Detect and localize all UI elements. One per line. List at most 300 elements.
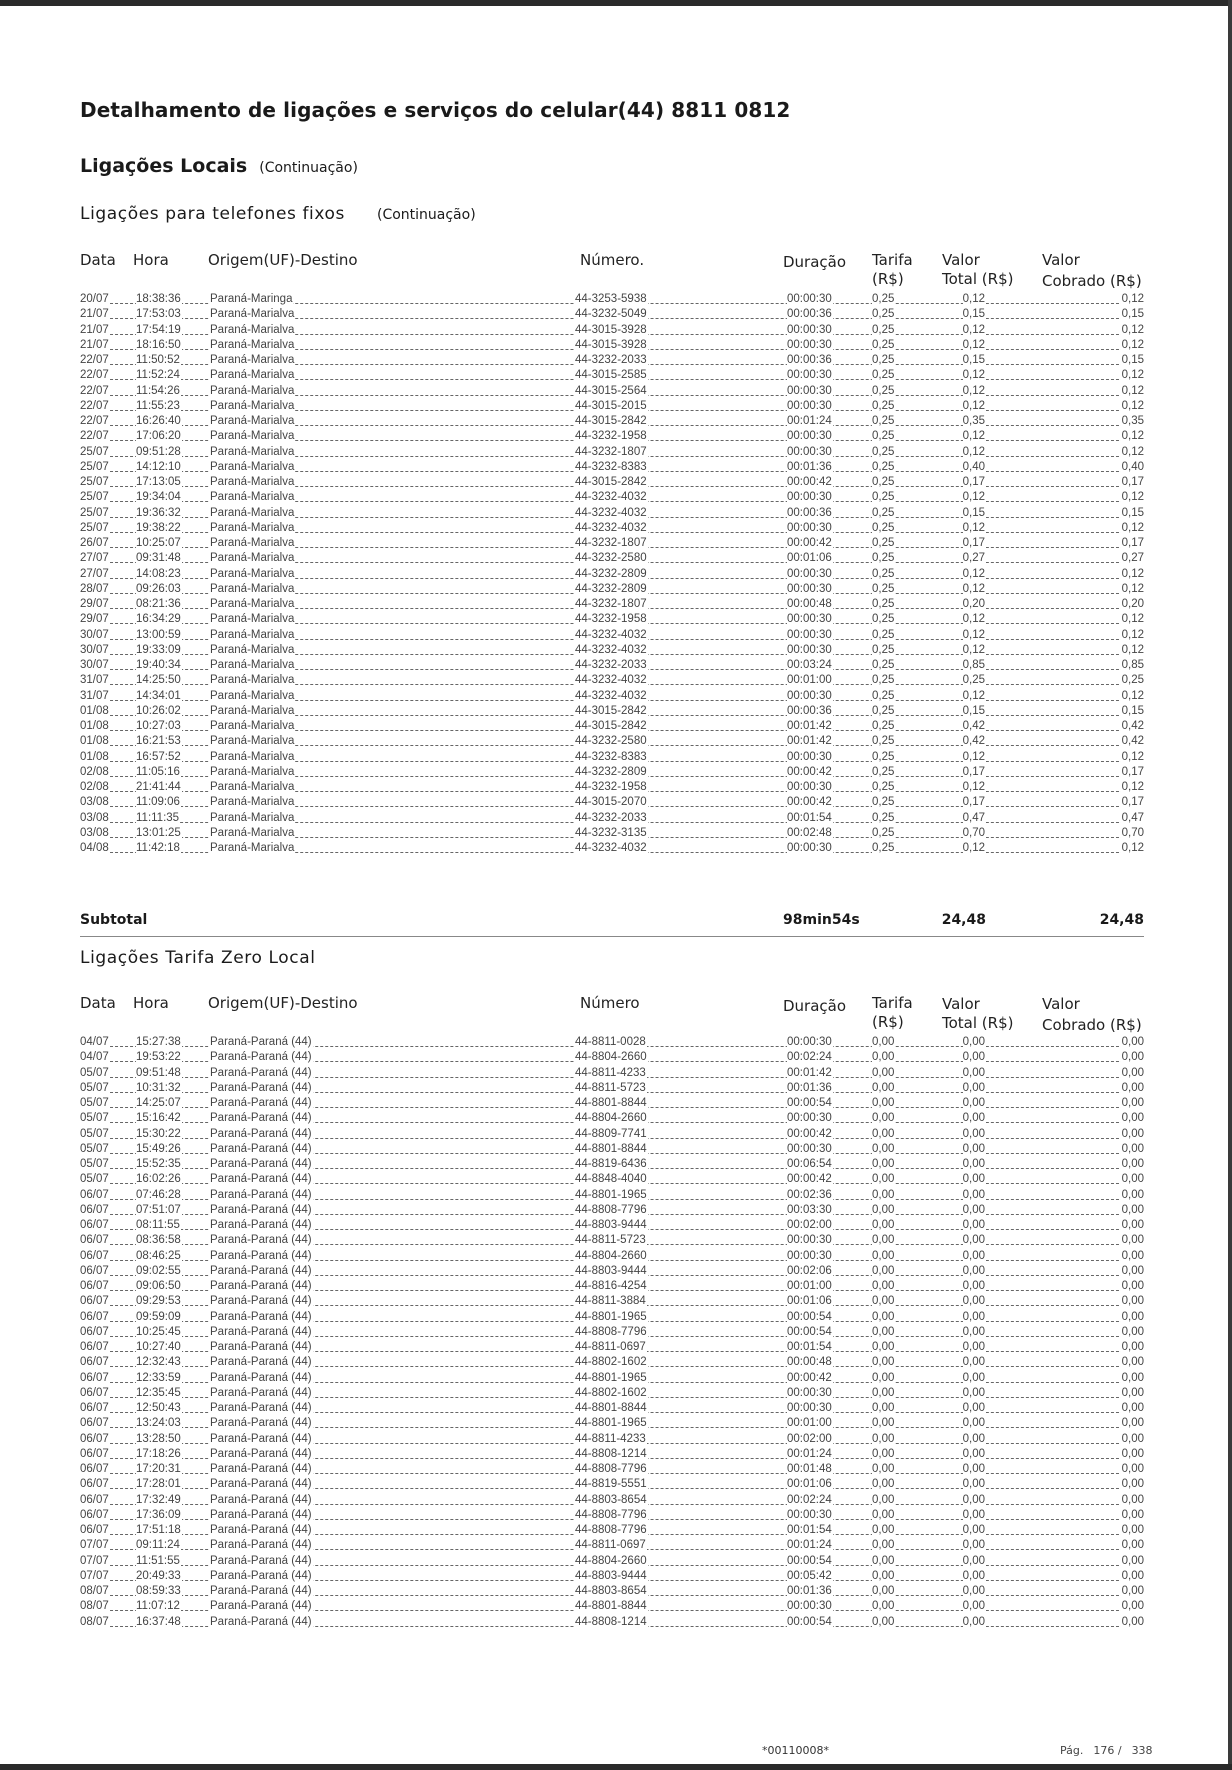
cell-duracao: 00:00:30 — [787, 445, 832, 458]
cell-valor-cobrado: 0,42 — [1121, 735, 1144, 748]
cell-origem: Paraná-Marialva — [210, 720, 295, 732]
cell-valor-total: 0,15 — [962, 354, 985, 366]
cell-origem: Paraná-Paraná (44) — [210, 1585, 312, 1597]
cell-valor-cobrado: 0,00 — [1121, 1249, 1144, 1262]
table-row — [80, 612, 1144, 627]
cell-origem: Paraná-Marialva — [210, 460, 295, 473]
cell-data: 06/07 — [80, 1280, 109, 1292]
cell-duracao: 00:00:30 — [787, 1600, 832, 1613]
cell-data: 06/07 — [80, 1493, 109, 1506]
cell-data: 07/07 — [80, 1539, 109, 1552]
cell-tarifa: 0,25 — [872, 369, 895, 382]
cell-data: 07/07 — [80, 1554, 109, 1567]
cell-tarifa: 0,25 — [872, 826, 895, 839]
cell-origem: Paraná-Marialva — [210, 567, 295, 580]
cell-valor-cobrado: 0,70 — [1121, 826, 1144, 839]
cell-duracao: 00:00:30 — [787, 323, 832, 336]
cell-data: 25/07 — [80, 506, 109, 519]
cell-numero: 44-3232-1807 — [575, 445, 647, 458]
cell-valor-total: 0,00 — [962, 1112, 985, 1125]
cell-valor-cobrado: 0,00 — [1121, 1402, 1144, 1414]
cell-hora: 09:59:09 — [136, 1310, 181, 1323]
cell-valor-cobrado: 0,00 — [1121, 1478, 1144, 1491]
cell-tarifa: 0,25 — [872, 521, 895, 534]
cell-tarifa: 0,25 — [872, 598, 895, 610]
cell-duracao: 00:00:42 — [787, 1371, 832, 1384]
cell-valor-cobrado: 0,47 — [1121, 811, 1144, 824]
cell-origem: Paraná-Marialva — [210, 826, 295, 839]
cell-data: 22/07 — [80, 415, 109, 427]
cell-hora: 10:27:03 — [136, 720, 181, 732]
cell-hora: 16:57:52 — [136, 750, 181, 763]
cell-data: 30/07 — [80, 628, 109, 641]
cell-data: 21/07 — [80, 308, 109, 321]
cell-numero: 44-8811-0697 — [575, 1341, 646, 1353]
col-hora: Hora — [133, 251, 169, 269]
col-valor-cobrado-unit: Cobrado (R$) — [1042, 272, 1142, 290]
cell-valor-cobrado: 0,00 — [1121, 1158, 1144, 1170]
cell-numero: 44-8848-4040 — [575, 1173, 647, 1186]
col-data: Data — [80, 251, 116, 269]
cell-data: 05/07 — [80, 1097, 109, 1109]
cell-tarifa: 0,25 — [872, 293, 895, 305]
table-row — [80, 1294, 1144, 1309]
cell-numero: 44-3232-1807 — [575, 537, 647, 549]
cell-hora: 18:38:36 — [136, 293, 181, 305]
cell-data: 04/07 — [80, 1051, 109, 1064]
cell-data: 06/07 — [80, 1386, 109, 1399]
cell-tarifa: 0,25 — [872, 582, 895, 595]
cell-duracao: 00:00:54 — [787, 1325, 832, 1338]
cell-duracao: 00:00:30 — [787, 384, 832, 397]
table-row — [80, 1127, 1144, 1142]
cell-valor-cobrado: 0,00 — [1121, 1554, 1144, 1567]
cell-valor-cobrado: 0,42 — [1121, 720, 1144, 732]
table-row — [80, 1325, 1144, 1340]
cell-origem: Paraná-Paraná (44) — [210, 1097, 312, 1109]
cell-valor-cobrado: 0,00 — [1121, 1386, 1144, 1399]
cell-duracao: 00:00:30 — [787, 1249, 832, 1262]
col-tarifa: Tarifa — [872, 251, 913, 269]
cell-numero: 44-3015-3928 — [575, 323, 647, 336]
cell-tarifa: 0,25 — [872, 704, 895, 717]
cell-valor-total: 0,00 — [962, 1554, 985, 1567]
cell-hora: 11:09:06 — [136, 796, 180, 809]
cell-duracao: 00:01:06 — [787, 1295, 832, 1308]
cell-tarifa: 0,00 — [872, 1310, 895, 1323]
cell-duracao: 00:02:24 — [787, 1051, 832, 1064]
cell-hora: 16:02:26 — [136, 1173, 181, 1186]
cell-valor-total: 0,12 — [962, 781, 985, 793]
cell-numero: 44-3015-2070 — [575, 796, 647, 809]
cell-valor-cobrado: 0,00 — [1121, 1539, 1144, 1552]
cell-origem: Paraná-Paraná (44) — [210, 1600, 312, 1613]
cell-data: 03/08 — [80, 826, 109, 839]
cell-data: 27/07 — [80, 567, 109, 580]
cell-tarifa: 0,25 — [872, 415, 895, 427]
cell-hora: 19:36:32 — [136, 506, 181, 519]
cell-numero: 44-8809-7741 — [575, 1127, 647, 1140]
cell-hora: 15:27:38 — [136, 1036, 181, 1048]
cell-valor-cobrado: 0,20 — [1121, 598, 1144, 610]
cell-origem: Paraná-Marialva — [210, 384, 295, 397]
cell-valor-cobrado: 0,00 — [1121, 1203, 1144, 1216]
cell-numero: 44-3232-2580 — [575, 735, 647, 748]
cell-origem: Paraná-Marialva — [210, 704, 295, 717]
cell-valor-cobrado: 0,00 — [1121, 1219, 1144, 1231]
cell-valor-total: 0,00 — [962, 1371, 985, 1384]
cell-origem: Paraná-Paraná (44) — [210, 1081, 312, 1094]
cell-valor-total: 0,17 — [962, 765, 985, 778]
table-row — [80, 1218, 1144, 1233]
cell-numero: 44-8811-3884 — [575, 1295, 646, 1308]
cell-origem: Paraná-Paraná (44) — [210, 1341, 312, 1353]
cell-valor-cobrado: 0,00 — [1121, 1341, 1144, 1353]
cell-origem: Paraná-Marialva — [210, 811, 295, 824]
cell-duracao: 00:01:00 — [787, 1280, 832, 1292]
cell-data: 05/07 — [80, 1066, 109, 1079]
cell-numero: 44-3232-8383 — [575, 460, 647, 473]
cell-origem: Paraná-Marialva — [210, 430, 295, 443]
cell-valor-total: 0,12 — [962, 521, 985, 534]
cell-numero: 44-3232-4032 — [575, 491, 647, 504]
cell-tarifa: 0,25 — [872, 430, 895, 443]
cell-numero: 44-8804-2660 — [575, 1051, 647, 1064]
cell-numero: 44-8803-9444 — [575, 1569, 647, 1582]
cell-data: 04/08 — [80, 842, 109, 854]
cell-valor-total: 0,00 — [962, 1097, 985, 1109]
table-row — [80, 1096, 1144, 1111]
section-heading-label: Ligações Locais — [80, 155, 248, 177]
cell-valor-total: 0,42 — [962, 720, 985, 732]
cell-data: 29/07 — [80, 613, 109, 626]
cell-hora: 18:16:50 — [136, 338, 181, 351]
cell-duracao: 00:01:42 — [787, 735, 832, 748]
cell-numero: 44-3232-8383 — [575, 750, 647, 763]
cell-valor-cobrado: 0,00 — [1121, 1356, 1144, 1369]
page-current: 176 / — [1093, 1744, 1122, 1757]
cell-valor-cobrado: 0,00 — [1121, 1325, 1144, 1338]
cell-hora: 17:53:03 — [136, 308, 181, 321]
cell-valor-total: 0,00 — [962, 1280, 985, 1292]
cell-duracao: 00:00:30 — [787, 643, 832, 656]
cell-hora: 19:33:09 — [136, 643, 181, 656]
cell-numero: 44-3232-4032 — [575, 689, 647, 702]
cell-valor-cobrado: 0,12 — [1121, 567, 1144, 580]
cell-data: 06/07 — [80, 1310, 109, 1323]
cell-origem: Paraná-Paraná (44) — [210, 1173, 312, 1186]
cell-tarifa: 0,00 — [872, 1051, 895, 1064]
table-row — [80, 1081, 1144, 1096]
cell-duracao: 00:00:30 — [787, 1112, 832, 1125]
cell-duracao: 00:02:06 — [787, 1264, 832, 1277]
cell-hora: 11:05:16 — [136, 765, 180, 778]
cell-numero: 44-3232-2580 — [575, 552, 647, 565]
cell-tarifa: 0,25 — [872, 460, 895, 473]
cell-data: 01/08 — [80, 750, 109, 763]
cell-data: 05/07 — [80, 1127, 109, 1140]
cell-valor-cobrado: 0,12 — [1121, 628, 1144, 641]
table-row — [80, 1477, 1144, 1492]
table-row — [80, 1279, 1144, 1294]
scan-bottom-edge — [0, 1764, 1232, 1770]
cell-valor-cobrado: 0,00 — [1121, 1081, 1144, 1094]
cell-hora: 14:25:50 — [136, 674, 181, 687]
cell-duracao: 00:01:00 — [787, 1417, 832, 1430]
cell-valor-cobrado: 0,40 — [1121, 460, 1144, 473]
cell-hora: 11:54:26 — [136, 384, 180, 397]
cell-hora: 09:26:03 — [136, 582, 181, 595]
cell-valor-total: 0,12 — [962, 293, 985, 305]
cell-tarifa: 0,00 — [872, 1356, 895, 1369]
cell-origem: Paraná-Paraná (44) — [210, 1249, 312, 1262]
cell-valor-total: 0,40 — [962, 460, 985, 473]
cell-tarifa: 0,25 — [872, 735, 895, 748]
cell-valor-total: 0,12 — [962, 628, 985, 641]
cell-valor-total: 0,00 — [962, 1402, 985, 1414]
cell-duracao: 00:00:54 — [787, 1615, 832, 1628]
cell-data: 25/07 — [80, 491, 109, 504]
cell-hora: 11:52:24 — [136, 369, 180, 382]
cell-valor-cobrado: 0,17 — [1121, 765, 1144, 778]
cell-numero: 44-8801-1965 — [575, 1371, 647, 1384]
cell-valor-cobrado: 0,00 — [1121, 1051, 1144, 1064]
cell-valor-cobrado: 0,00 — [1121, 1371, 1144, 1384]
table-row — [80, 1233, 1144, 1248]
cell-origem: Paraná-Paraná (44) — [210, 1295, 312, 1308]
cell-tarifa: 0,25 — [872, 338, 895, 351]
col-tarifa-unit: (R$) — [872, 1013, 904, 1031]
cell-valor-cobrado: 0,00 — [1121, 1615, 1144, 1628]
cell-valor-total: 0,00 — [962, 1463, 985, 1475]
cell-tarifa: 0,25 — [872, 399, 895, 412]
cell-numero: 44-3015-2585 — [575, 369, 647, 382]
cell-origem: Paraná-Paraná (44) — [210, 1142, 312, 1155]
table-row — [80, 307, 1144, 322]
cell-tarifa: 0,00 — [872, 1325, 895, 1338]
cell-valor-cobrado: 0,00 — [1121, 1234, 1144, 1247]
cell-origem: Paraná-Marialva — [210, 521, 295, 534]
table-row — [80, 1203, 1144, 1218]
subtotal-row — [80, 912, 1144, 930]
subtotal-valor-cobrado: 24,48 — [1099, 912, 1144, 928]
cell-duracao: 00:00:54 — [787, 1310, 832, 1323]
cell-origem: Paraná-Paraná (44) — [210, 1356, 312, 1369]
cell-numero: 44-3232-1958 — [575, 613, 647, 626]
table-row — [80, 811, 1144, 826]
cell-tarifa: 0,25 — [872, 720, 895, 732]
table-row — [80, 368, 1144, 383]
col-valor-cobrado: Valor — [1042, 251, 1080, 269]
cell-origem: Paraná-Marialva — [210, 750, 295, 763]
table-row — [80, 323, 1144, 338]
table-row — [80, 1340, 1144, 1355]
table-row — [80, 1416, 1144, 1431]
cell-data: 01/08 — [80, 735, 109, 748]
cell-valor-cobrado: 0,00 — [1121, 1310, 1144, 1323]
table-row — [80, 521, 1144, 536]
table-row — [80, 460, 1144, 475]
cell-valor-cobrado: 0,12 — [1121, 613, 1144, 626]
cell-hora: 14:25:07 — [136, 1097, 181, 1109]
cell-tarifa: 0,00 — [872, 1417, 895, 1430]
cell-origem: Paraná-Marialva — [210, 552, 295, 565]
cell-origem: Paraná-Marialva — [210, 323, 295, 336]
cell-data: 02/08 — [80, 765, 109, 778]
table-row — [80, 628, 1144, 643]
cell-numero: 44-3232-3135 — [575, 826, 647, 839]
scan-top-edge — [0, 0, 1232, 6]
cell-valor-total: 0,85 — [962, 659, 985, 671]
table-row — [80, 567, 1144, 582]
cell-hora: 08:11:55 — [136, 1219, 180, 1231]
cell-origem: Paraná-Paraná (44) — [210, 1280, 312, 1292]
cell-numero: 44-8808-7796 — [575, 1524, 647, 1536]
cell-numero: 44-8811-0028 — [575, 1036, 646, 1048]
table-row — [80, 1066, 1144, 1081]
cell-duracao: 00:00:36 — [787, 354, 832, 366]
table-row — [80, 1142, 1144, 1157]
cell-duracao: 00:01:06 — [787, 552, 832, 565]
cell-valor-cobrado: 0,00 — [1121, 1600, 1144, 1613]
cell-numero: 44-3232-2033 — [575, 659, 647, 671]
cell-hora: 11:42:18 — [136, 842, 180, 854]
cell-valor-total: 0,70 — [962, 826, 985, 839]
table-row — [80, 1249, 1144, 1264]
table-row — [80, 1508, 1144, 1523]
cell-duracao: 00:00:30 — [787, 369, 832, 382]
cell-origem: Paraná-Paraná (44) — [210, 1386, 312, 1399]
cell-data: 30/07 — [80, 659, 109, 671]
cell-duracao: 00:00:30 — [787, 430, 832, 443]
cell-origem: Paraná-Paraná (44) — [210, 1371, 312, 1384]
cell-numero: 44-8801-1965 — [575, 1417, 647, 1430]
cell-hora: 09:11:24 — [136, 1539, 180, 1552]
cell-tarifa: 0,25 — [872, 308, 895, 321]
cell-duracao: 00:00:30 — [787, 521, 832, 534]
subsection-heading-label: Ligações para telefones fixos — [80, 204, 345, 224]
col-hora: Hora — [133, 994, 169, 1012]
col-numero: Número — [580, 994, 640, 1012]
cell-hora: 08:21:36 — [136, 598, 181, 610]
cell-numero: 44-8803-9444 — [575, 1219, 647, 1231]
cell-valor-cobrado: 0,00 — [1121, 1463, 1144, 1475]
cell-data: 06/07 — [80, 1264, 109, 1277]
cell-tarifa: 0,00 — [872, 1600, 895, 1613]
table-row — [80, 719, 1144, 734]
cell-numero: 44-3015-2842 — [575, 415, 647, 427]
cell-valor-cobrado: 0,12 — [1121, 369, 1144, 382]
cell-origem: Paraná-Marialva — [210, 491, 295, 504]
cell-data: 01/08 — [80, 720, 109, 732]
cell-data: 22/07 — [80, 430, 109, 443]
cell-data: 21/07 — [80, 338, 109, 351]
cell-hora: 11:07:12 — [136, 1600, 180, 1613]
cell-duracao: 00:01:54 — [787, 1524, 832, 1536]
cell-valor-total: 0,00 — [962, 1508, 985, 1521]
cell-data: 03/08 — [80, 811, 109, 824]
cell-origem: Paraná-Paraná (44) — [210, 1508, 312, 1521]
cell-tarifa: 0,25 — [872, 552, 895, 565]
cell-hora: 19:53:22 — [136, 1051, 181, 1064]
table-row — [80, 1050, 1144, 1065]
cell-tarifa: 0,25 — [872, 537, 895, 549]
cell-valor-cobrado: 0,00 — [1121, 1493, 1144, 1506]
cell-valor-cobrado: 0,00 — [1121, 1264, 1144, 1277]
cell-valor-total: 0,00 — [962, 1188, 985, 1201]
cell-hora: 10:27:40 — [136, 1341, 181, 1353]
cell-duracao: 00:00:30 — [787, 781, 832, 793]
cell-origem: Paraná-Paraná (44) — [210, 1463, 312, 1475]
cell-data: 05/07 — [80, 1081, 109, 1094]
cell-tarifa: 0,25 — [872, 628, 895, 641]
cell-data: 08/07 — [80, 1585, 109, 1597]
cell-duracao: 00:02:36 — [787, 1188, 832, 1201]
cell-numero: 44-8808-7796 — [575, 1325, 647, 1338]
cell-hora: 13:01:25 — [136, 826, 181, 839]
col-valor-total-unit: Total (R$) — [942, 270, 1014, 288]
cell-data: 22/07 — [80, 399, 109, 412]
cell-tarifa: 0,25 — [872, 781, 895, 793]
cell-data: 22/07 — [80, 384, 109, 397]
cell-numero: 44-8808-7796 — [575, 1463, 647, 1475]
cell-valor-cobrado: 0,12 — [1121, 582, 1144, 595]
cell-origem: Paraná-Marialva — [210, 613, 295, 626]
cell-valor-total: 0,27 — [962, 552, 985, 565]
cell-hora: 15:52:35 — [136, 1158, 181, 1170]
table-row — [80, 445, 1144, 460]
table-row — [80, 1035, 1144, 1050]
cell-tarifa: 0,00 — [872, 1341, 895, 1353]
cell-valor-total: 0,00 — [962, 1081, 985, 1094]
cell-valor-total: 0,00 — [962, 1539, 985, 1552]
cell-data: 06/07 — [80, 1463, 109, 1475]
cell-valor-cobrado: 0,35 — [1121, 415, 1144, 427]
cell-valor-cobrado: 0,00 — [1121, 1295, 1144, 1308]
cell-data: 06/07 — [80, 1188, 109, 1201]
cell-duracao: 00:02:48 — [787, 826, 832, 839]
cell-hora: 21:41:44 — [136, 781, 181, 793]
cell-hora: 13:24:03 — [136, 1417, 181, 1430]
cell-origem: Paraná-Paraná (44) — [210, 1234, 312, 1247]
cell-numero: 44-8802-1602 — [575, 1356, 647, 1369]
cell-origem: Paraná-Marialva — [210, 506, 295, 519]
cell-tarifa: 0,25 — [872, 567, 895, 580]
cell-data: 20/07 — [80, 293, 109, 305]
cell-numero: 44-8803-9444 — [575, 1264, 647, 1277]
cell-valor-cobrado: 0,15 — [1121, 704, 1144, 717]
cell-origem: Paraná-Marialva — [210, 308, 295, 321]
cell-data: 05/07 — [80, 1158, 109, 1170]
cell-duracao: 00:00:30 — [787, 1036, 832, 1048]
cell-tarifa: 0,00 — [872, 1203, 895, 1216]
cell-data: 06/07 — [80, 1417, 109, 1430]
cell-numero: 44-8811-0697 — [575, 1539, 646, 1552]
cell-hora: 17:20:31 — [136, 1463, 181, 1475]
col-duracao: Duração — [783, 253, 847, 271]
cell-valor-total: 0,00 — [962, 1234, 985, 1247]
col-valor-total-unit: Total (R$) — [942, 1014, 1014, 1032]
table-row — [80, 1111, 1144, 1126]
cell-tarifa: 0,00 — [872, 1386, 895, 1399]
cell-valor-total: 0,00 — [962, 1264, 985, 1277]
section-divider — [80, 936, 1144, 937]
cell-tarifa: 0,00 — [872, 1569, 895, 1582]
cell-hora: 09:51:28 — [136, 445, 181, 458]
cell-numero: 44-8803-8654 — [575, 1585, 647, 1597]
col-valor-total: Valor — [942, 995, 980, 1013]
cell-numero: 44-3232-2809 — [575, 765, 647, 778]
